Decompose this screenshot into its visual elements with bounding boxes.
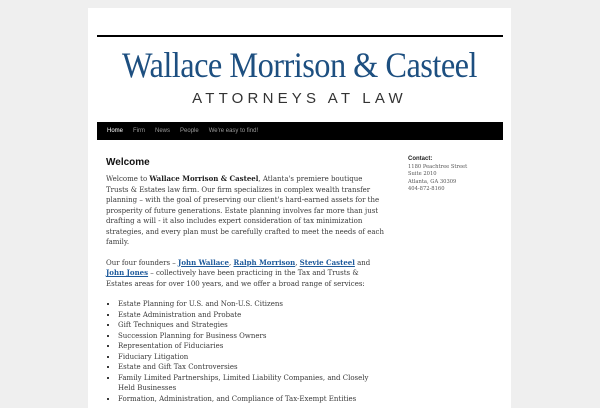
contact-sidebar [408,156,503,194]
contact-label: Contact: [408,156,433,162]
list-item: ▪ Estate Planning for U.S. and Non-U.S. Citizens [118,299,384,310]
address-line-2: Suite 2010 [408,171,437,178]
intro-paragraph [106,174,384,248]
list-item: ▪ Estate Administration and Probate [118,310,384,321]
link-john-wallace[interactable]: John Wallace [178,257,230,267]
page-heading: Welcome [106,157,150,168]
nav-item-location[interactable]: We're easy to find! [208,128,259,134]
intro-prefix: Welcome to [106,175,150,183]
services-list [106,299,384,404]
address-line-3: Atlanta, GA 30309 [408,178,457,185]
nav-item-people[interactable]: People [180,128,199,134]
phone-number: 404-872-8160 [408,186,445,193]
list-item: ▪ Representation of Fiduciaries [118,341,384,352]
site-subtitle: ATTORNEYS AT LAW [192,90,407,107]
list-item: ▪ Estate and Gift Tax Controversies [118,362,384,373]
intro-text: , Atlanta's premiere boutique Trusts & Estates law firm. Our firm specializes in complex wealth transfer planning – with the goal of preserving our client's hard-earned assets for the prosperity of future generations. Estate planning involves far more than just drafting a will - it also includes expert consideration of tax minimization strategies, and every plan must be carefully crafted to meet the needs of each family. [106,175,384,246]
founders-paragraph [106,258,384,290]
founders-prefix: Our four founders – [106,258,179,267]
separator: and [354,258,371,267]
site-title[interactable]: Wallace Morrison & Casteel [122,45,477,85]
list-item: ▪ Family Limited Partnerships, Limited Liability Companies, and Closely Held Businesses [118,373,384,394]
list-item: ▪ Gift Techniques and Strategies [118,320,384,331]
separator: , [295,258,300,267]
nav-item-home[interactable]: Home [107,128,124,134]
link-john-jones[interactable]: John Jones [106,268,149,277]
address-line-1: 1180 Peachtree Street [408,163,468,170]
link-stevie-casteel[interactable]: Stevie Casteel [299,257,355,267]
page-container [88,8,511,408]
header-rule [97,35,503,37]
list-item: ▪ Succession Planning for Business Owners [118,331,384,342]
list-item: ▪ Formation, Administration, and Compliance of Tax-Exempt Entities [118,394,384,405]
list-item: ▪ Fiduciary Litigation [118,352,384,363]
main-nav [97,122,503,140]
main-content [106,156,384,404]
separator: , [229,258,234,267]
nav-item-news[interactable]: News [155,128,171,134]
founders-suffix: – collectively have been practicing in the Tax and Trusts & Estates areas for over 100 years, and we offer a broad range of services: [106,269,365,288]
link-ralph-morrison[interactable]: Ralph Morrison [233,257,296,267]
firm-name: Wallace Morrison & Casteel [149,174,259,183]
nav-item-firm[interactable]: Firm [133,128,146,134]
